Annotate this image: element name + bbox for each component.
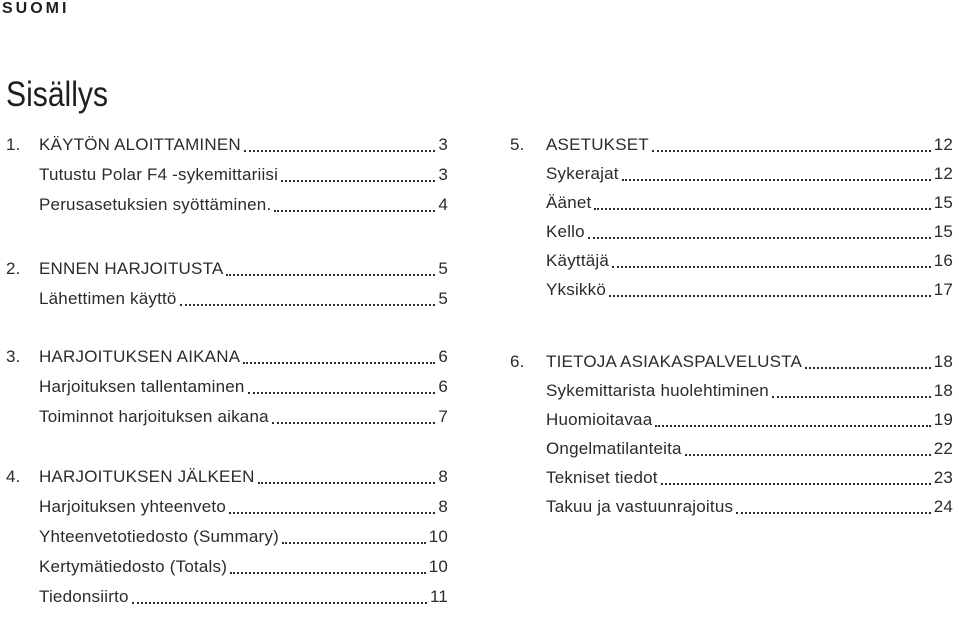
toc-entry[interactable] <box>0 522 448 552</box>
toc-entry[interactable] <box>510 376 953 405</box>
page-number: 5 <box>438 289 448 308</box>
dot-leader <box>272 422 436 424</box>
page-number: 8 <box>438 497 448 516</box>
entry-title: ASETUKSET <box>546 135 649 154</box>
entry-title: Yhteenvetotiedosto (Summary) <box>39 527 279 546</box>
toc-entry[interactable] <box>510 463 953 492</box>
toc-entry[interactable] <box>510 492 953 521</box>
dot-leader <box>282 542 426 544</box>
entry-title: HARJOITUKSEN JÄLKEEN <box>39 467 255 486</box>
toc-entry[interactable] <box>0 402 448 432</box>
toc-entry[interactable] <box>0 160 448 190</box>
dot-leader <box>258 482 436 484</box>
dot-leader <box>805 367 931 369</box>
toc-entry-chapter[interactable] <box>0 130 448 160</box>
toc-section-1 <box>0 130 448 220</box>
toc-column-left <box>0 130 448 612</box>
entry-title: Sykemittarista huolehtiminen <box>546 381 769 400</box>
page-number: 5 <box>438 259 448 278</box>
language-label: SUOMI <box>2 0 70 17</box>
toc-entry[interactable] <box>0 492 448 522</box>
toc-entry-chapter[interactable] <box>0 254 448 284</box>
page-number: 24 <box>933 497 953 516</box>
toc-entry[interactable] <box>0 284 448 314</box>
toc-entry-chapter[interactable] <box>0 462 448 492</box>
toc-entry-chapter[interactable] <box>0 342 448 372</box>
dot-leader <box>736 512 931 514</box>
toc-section-4 <box>0 462 448 612</box>
toc-entry[interactable] <box>510 159 953 188</box>
page-number: 23 <box>933 468 953 487</box>
chapter-number: 1. <box>6 135 21 154</box>
entry-title: KÄYTÖN ALOITTAMINEN <box>39 135 241 154</box>
entry-title: Käyttäjä <box>546 251 610 270</box>
toc-entry[interactable] <box>510 405 953 434</box>
entry-title: Kello <box>546 222 585 241</box>
entry-title: Takuu ja vastuunrajoitus <box>546 497 734 516</box>
entry-title: Tutustu Polar F4 -sykemittariisi <box>39 165 279 184</box>
entry-title: Perusasetuksien syöttäminen. <box>39 195 272 214</box>
page-title: Sisällys <box>6 75 109 115</box>
toc-entry[interactable] <box>510 434 953 463</box>
dot-leader <box>248 392 436 394</box>
entry-title: Sykerajat <box>546 164 619 183</box>
page-number: 15 <box>933 222 953 241</box>
page-number: 16 <box>933 251 953 270</box>
page-number: 12 <box>933 135 953 154</box>
toc-section-5 <box>510 130 953 304</box>
entry-title: Toiminnot harjoituksen aikana <box>39 407 269 426</box>
entry-title: Kertymätiedosto (Totals) <box>39 557 228 576</box>
toc-section-2 <box>0 254 448 314</box>
entry-title: TIETOJA ASIAKASPALVELUSTA <box>546 352 803 371</box>
page-number: 8 <box>438 467 448 486</box>
entry-title: Äänet <box>546 193 592 212</box>
entry-title: Ongelmatilanteita <box>546 439 682 458</box>
dot-leader <box>243 362 435 364</box>
dot-leader <box>274 210 435 212</box>
dot-leader <box>230 572 426 574</box>
dot-leader <box>588 237 931 239</box>
page-number: 18 <box>933 352 953 371</box>
dot-leader <box>655 425 930 427</box>
toc-entry[interactable] <box>0 552 448 582</box>
entry-title: Lähettimen käyttö <box>39 289 177 308</box>
page-number: 22 <box>933 439 953 458</box>
page-number: 12 <box>933 164 953 183</box>
dot-leader <box>226 274 435 276</box>
chapter-number: 5. <box>510 135 525 154</box>
page-number: 6 <box>438 377 448 396</box>
entry-title: Tekniset tiedot <box>546 468 658 487</box>
page-number: 10 <box>428 557 448 576</box>
page-number: 18 <box>933 381 953 400</box>
toc-entry-chapter[interactable] <box>510 347 953 376</box>
dot-leader <box>622 179 931 181</box>
dot-leader <box>180 304 436 306</box>
dot-leader <box>685 454 931 456</box>
entry-title: Tiedonsiirto <box>39 587 129 606</box>
page-number: 3 <box>438 135 448 154</box>
entry-title: Huomioitavaa <box>546 410 653 429</box>
page-number: 10 <box>428 527 448 546</box>
toc-entry[interactable] <box>0 582 448 612</box>
entry-title: Harjoituksen tallentaminen <box>39 377 245 396</box>
toc-entry[interactable] <box>510 188 953 217</box>
dot-leader <box>772 396 931 398</box>
dot-leader <box>229 512 435 514</box>
page-number: 4 <box>438 195 448 214</box>
toc-entry[interactable] <box>0 372 448 402</box>
toc-entry[interactable] <box>510 246 953 275</box>
chapter-number: 6. <box>510 352 525 371</box>
entry-title: HARJOITUKSEN AIKANA <box>39 347 241 366</box>
toc-entry[interactable] <box>0 190 448 220</box>
dot-leader <box>594 208 930 210</box>
dot-leader <box>661 483 931 485</box>
toc-entry-chapter[interactable] <box>510 130 953 159</box>
chapter-number: 4. <box>6 467 21 486</box>
page-number: 15 <box>933 193 953 212</box>
toc-section-3 <box>0 342 448 432</box>
chapter-number: 3. <box>6 347 21 366</box>
page-number: 19 <box>933 410 953 429</box>
page-number: 6 <box>438 347 448 366</box>
page-number: 17 <box>933 280 953 299</box>
toc-entry[interactable] <box>510 275 953 304</box>
dot-leader <box>281 180 435 182</box>
page-number: 7 <box>438 407 448 426</box>
entry-title: Yksikkö <box>546 280 606 299</box>
dot-leader <box>132 602 427 604</box>
chapter-number: 2. <box>6 259 21 278</box>
dot-leader <box>652 150 931 152</box>
dot-leader <box>609 295 931 297</box>
toc-entry[interactable] <box>510 217 953 246</box>
toc-column-right <box>510 130 953 521</box>
toc-section-6 <box>510 347 953 521</box>
page-number: 11 <box>429 587 448 606</box>
dot-leader <box>244 150 435 152</box>
page-number: 3 <box>438 165 448 184</box>
entry-title: Harjoituksen yhteenveto <box>39 497 226 516</box>
dot-leader <box>612 266 931 268</box>
entry-title: ENNEN HARJOITUSTA <box>39 259 224 278</box>
